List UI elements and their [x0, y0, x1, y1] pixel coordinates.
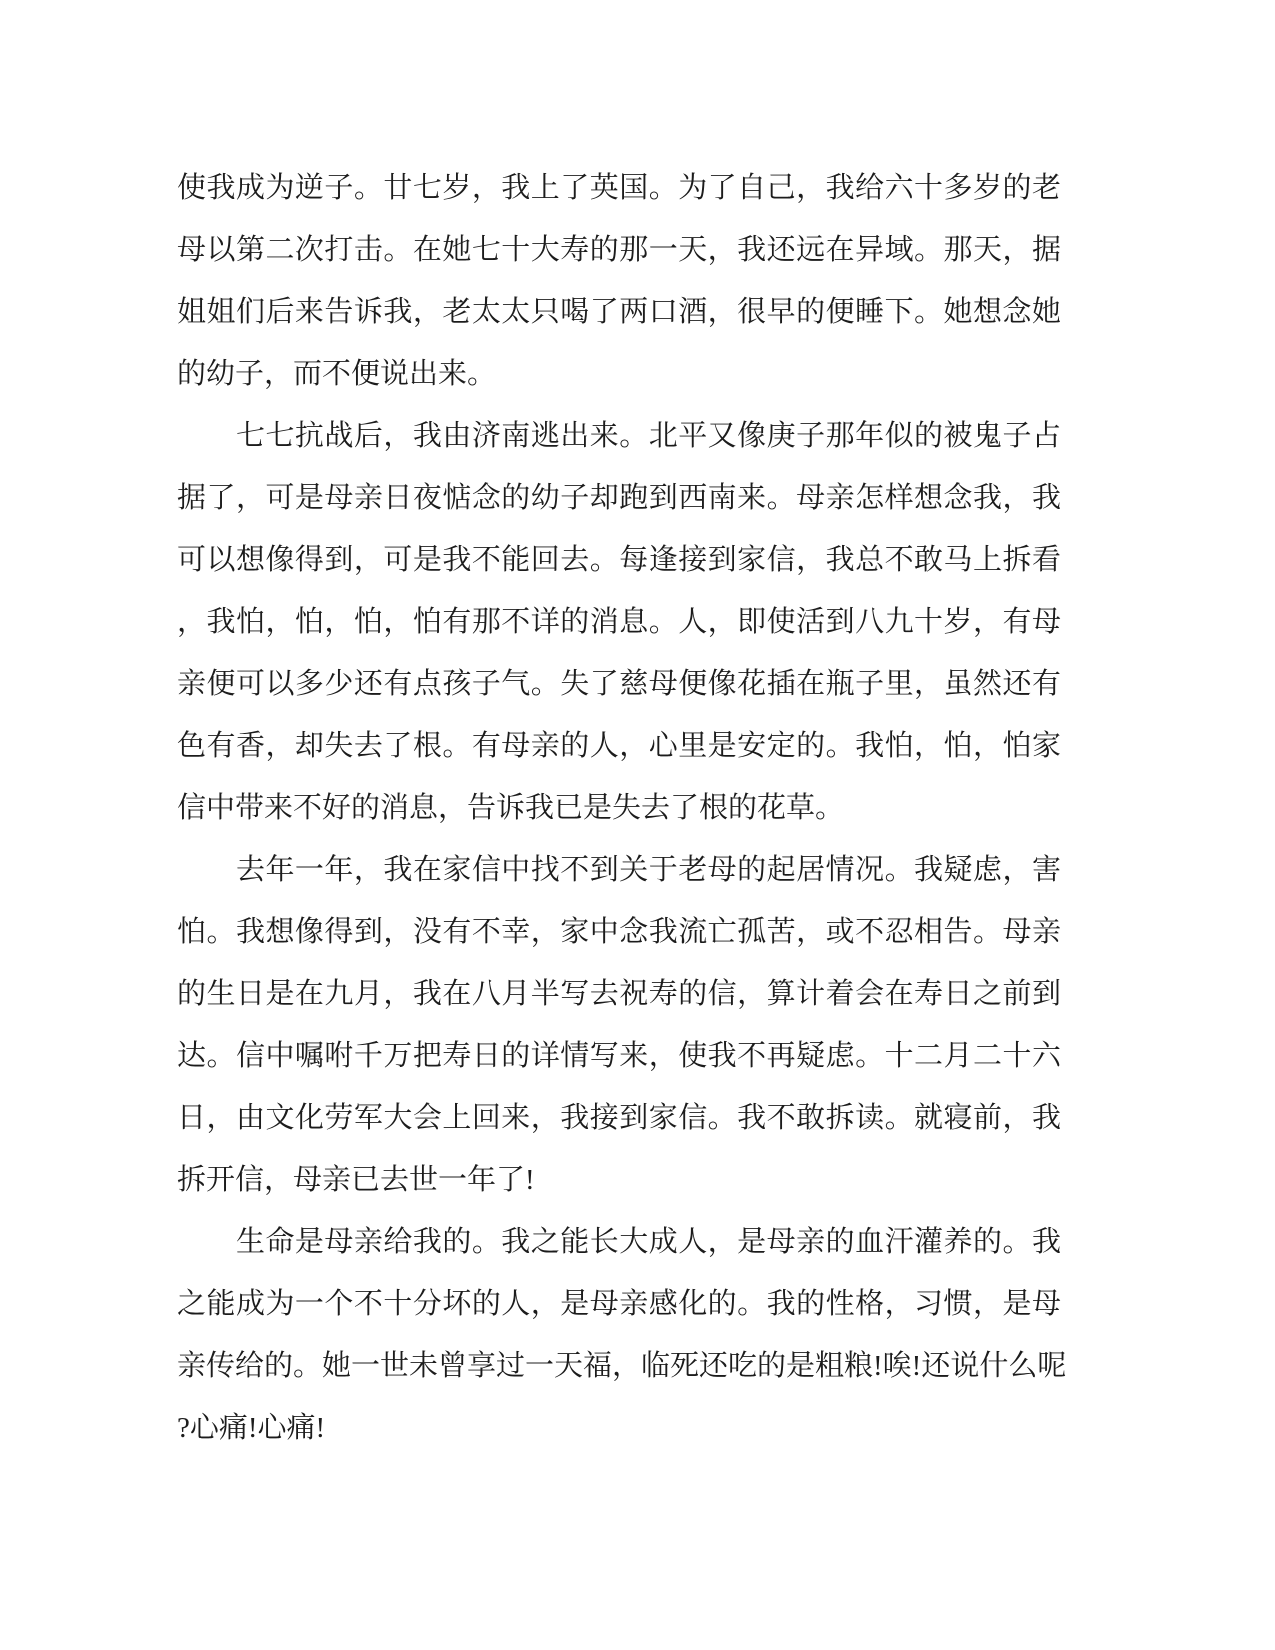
text-line: 信中带来不好的消息，告诉我已是失去了根的花草。 — [177, 792, 845, 824]
text-line: 使我成为逆子。廿七岁，我上了英国。为了自己，我给六十多岁的老 — [177, 172, 1061, 204]
text-line: 七七抗战后，我由济南逃出来。北平又像庚子那年似的被鬼子占 — [177, 420, 1061, 452]
text-line: 去年一年，我在家信中找不到关于老母的起居情况。我疑虑，害 — [177, 854, 1061, 886]
text-line: 亲便可以多少还有点孩子气。失了慈母便像花插在瓶子里，虽然还有 — [177, 668, 1061, 700]
text-line: 达。信中嘱咐千万把寿日的详情写来，使我不再疑虑。十二月二十六 — [177, 1040, 1061, 1072]
text-line: 可以想像得到，可是我不能回去。每逢接到家信，我总不敢马上拆看 — [177, 544, 1061, 576]
text-line: 色有香，却失去了根。有母亲的人，心里是安定的。我怕，怕，怕家 — [177, 730, 1061, 762]
text-line: 日，由文化劳军大会上回来，我接到家信。我不敢拆读。就寝前，我 — [177, 1102, 1061, 1134]
text-line: 据了，可是母亲日夜惦念的幼子却跑到西南来。母亲怎样想念我，我 — [177, 482, 1061, 514]
text-line: 生命是母亲给我的。我之能长大成人，是母亲的血汗灌养的。我 — [177, 1226, 1061, 1258]
text-line: 拆开信，母亲已去世一年了! — [177, 1164, 535, 1196]
text-line: ，我怕，怕，怕，怕有那不详的消息。人，即使活到八九十岁，有母 — [177, 606, 1061, 638]
text-line: 之能成为一个不十分坏的人，是母亲感化的。我的性格，习惯，是母 — [177, 1288, 1061, 1320]
text-line: ?心痛!心痛! — [177, 1412, 326, 1444]
essay-text-block — [177, 157, 1067, 1459]
text-line: 亲传给的。她一世未曾享过一天福，临死还吃的是粗粮!唉!还说什么呢 — [177, 1350, 1067, 1382]
text-line: 姐姐们后来告诉我，老太太只喝了两口酒，很早的便睡下。她想念她 — [177, 296, 1061, 328]
text-line: 的生日是在九月，我在八月半写去祝寿的信，算计着会在寿日之前到 — [177, 978, 1061, 1010]
text-line: 母以第二次打击。在她七十大寿的那一天，我还远在异域。那天，据 — [177, 234, 1061, 266]
text-line: 怕。我想像得到，没有不幸，家中念我流亡孤苦，或不忍相告。母亲 — [177, 916, 1061, 948]
text-line: 的幼子，而不便说出来。 — [177, 358, 497, 390]
